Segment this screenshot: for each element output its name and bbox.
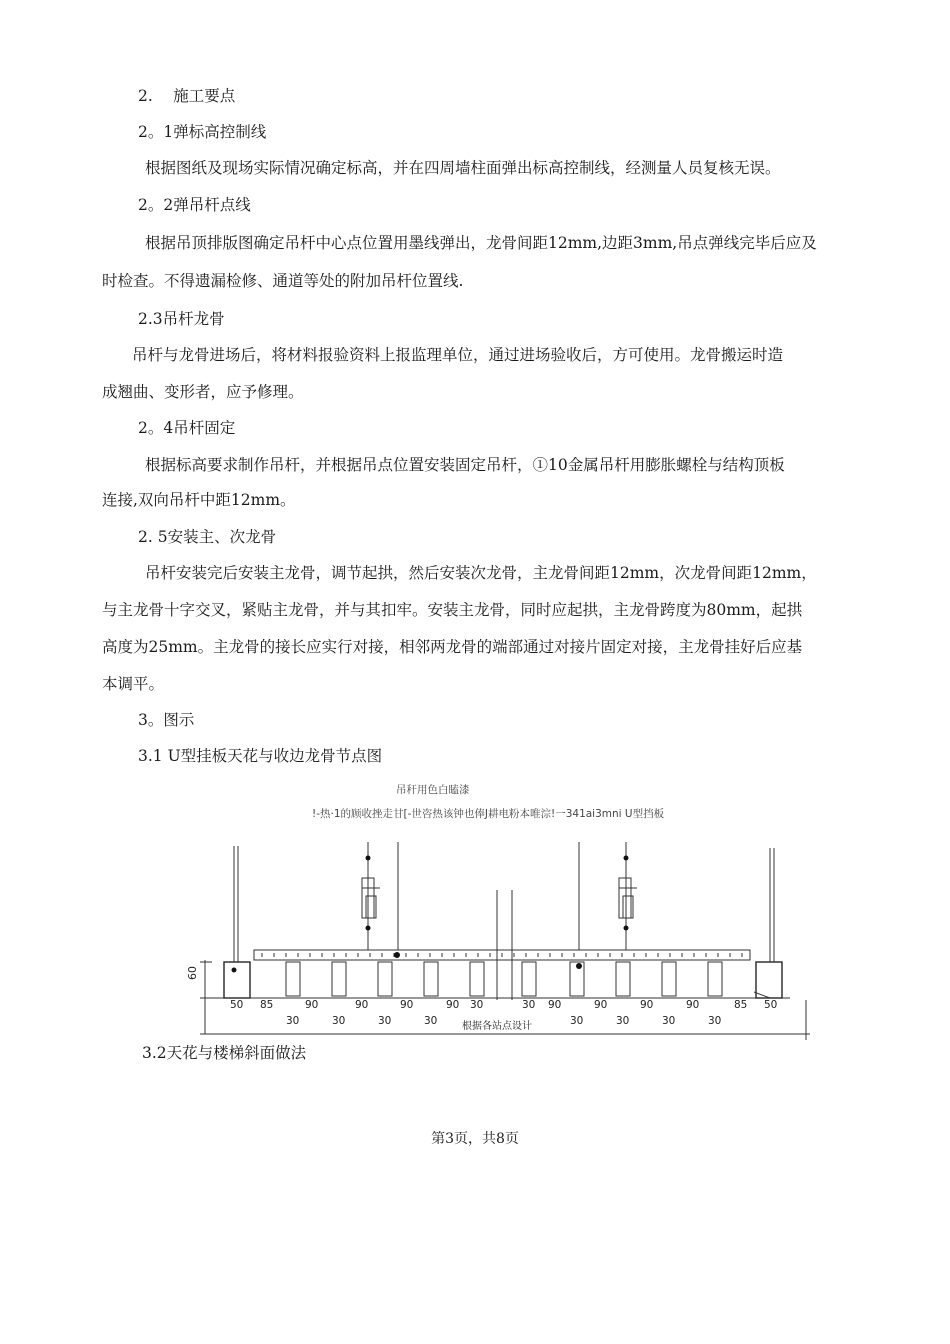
u-panel <box>570 962 584 996</box>
u-panel <box>424 962 438 996</box>
section-2-5-body-line-3: 高度为25mm。主龙骨的接长应实行对接，相邻两龙骨的端部通过对接片固定对接，主龙骨挂好后应基 <box>102 638 803 656</box>
dimension-label: 30 <box>708 1015 722 1027</box>
section-3-title: 3。图示 <box>138 711 195 729</box>
u-panel <box>286 962 300 996</box>
dimension-label: 90 <box>594 999 608 1011</box>
dimension-label: 90 <box>686 999 700 1011</box>
section-2-2-body-line-2: 时检查。不得遗漏检修、通道等处的附加吊杆位置线. <box>102 272 464 290</box>
u-panel <box>470 962 484 996</box>
dimension-label: 30 <box>424 1015 438 1027</box>
u-panel <box>662 962 676 996</box>
dimension-label: 30 <box>616 1015 630 1027</box>
height-dimension-label: 60 <box>186 966 199 980</box>
dimension-label: 50 <box>764 999 778 1011</box>
section-2-2-body-line-1: 根据吊顶排版图确定吊杆中心点位置用墨线弹出，龙骨间距12mm,边距3mm,吊点弹线完毕后应及 <box>145 234 817 252</box>
section-2-1-title: 2。1弹标高控制线 <box>138 123 267 141</box>
dimension-label: 85 <box>260 999 274 1011</box>
figure-caption-2: !-热·1的顾收挫走甘[-世咨热该钟也俸J耕电粉本唯淙!一341ai3mni U型挡板 <box>312 808 665 820</box>
section-2-5-body-line-1: 吊杆安装完后安装主龙骨，调节起拱，然后安装次龙骨，主龙骨间距12mm，次龙骨间距12mm， <box>145 564 817 582</box>
section-3-2-title: 3.2天花与楼梯斜面做法 <box>142 1044 307 1062</box>
section-2-3-title: 2.3吊杆龙骨 <box>138 310 225 328</box>
dimension-label: 90 <box>548 999 562 1011</box>
section-2-4-title: 2。4吊杆固定 <box>138 419 236 437</box>
dimension-label: 90 <box>446 999 460 1011</box>
u-panel <box>708 962 722 996</box>
bottom-design-label: 根据各站点设计 <box>462 1021 532 1032</box>
section-2-5-title: 2. 5安装主、次龙骨 <box>138 528 277 546</box>
dimension-label: 90 <box>305 999 319 1011</box>
dimension-label: 85 <box>734 999 748 1011</box>
dimension-label: 30 <box>662 1015 676 1027</box>
dimension-label: 90 <box>400 999 414 1011</box>
section-2-3-body-line-1: 吊杆与龙骨进场后，将材料报验资料上报监理单位，通过进场验收后，方可使用。龙骨搬运时造 <box>132 346 784 364</box>
section-2-4-body-line-1: 根据标高要求制作吊杆，并根据吊点位置安装固定吊杆，①10金属吊杆用膨胀螺栓与结构顶板 <box>145 456 785 474</box>
dimension-label: 50 <box>230 999 244 1011</box>
dimension-label: 90 <box>355 999 369 1011</box>
section-2-5-body-line-4: 本调平。 <box>102 675 165 693</box>
figure-caption-1: 吊秆用色白瞌漆 <box>396 784 470 796</box>
u-panel <box>522 962 536 996</box>
section-2-3-body-line-2: 成翘曲、变形者，应予修理。 <box>102 383 304 401</box>
section-2-4-body-line-2: 连接,双向吊杆中距12mm。 <box>102 491 296 509</box>
u-panel <box>616 962 630 996</box>
dimension-label: 30 <box>470 999 484 1011</box>
section-3-1-title: 3.1 U型挂板天花与收边龙骨节点图 <box>138 747 383 765</box>
section-2-title: 2. 施工要点 <box>138 87 236 105</box>
dimension-label: 30 <box>332 1015 346 1027</box>
section-2-1-body: 根据图纸及现场实际情况确定标高，并在四周墙柱面弹出标高控制线，经测量人员复核无误。 <box>145 159 781 177</box>
u-panel <box>332 962 346 996</box>
dimension-label: 30 <box>522 999 536 1011</box>
section-2-2-title: 2。2弹吊杆点线 <box>138 196 251 214</box>
dimension-label: 30 <box>286 1015 300 1027</box>
section-2-5-body-line-2: 与主龙骨十字交叉，紧贴主龙骨，并与其扣牢。安装主龙骨，同时应起拱，主龙骨跨度为80mm，起拱 <box>102 601 803 619</box>
dimension-label: 30 <box>378 1015 392 1027</box>
dimension-label: 90 <box>640 999 654 1011</box>
page-footer: 第3页，共8页 <box>431 1131 519 1147</box>
u-panel <box>378 962 392 996</box>
dimension-label: 30 <box>570 1015 584 1027</box>
